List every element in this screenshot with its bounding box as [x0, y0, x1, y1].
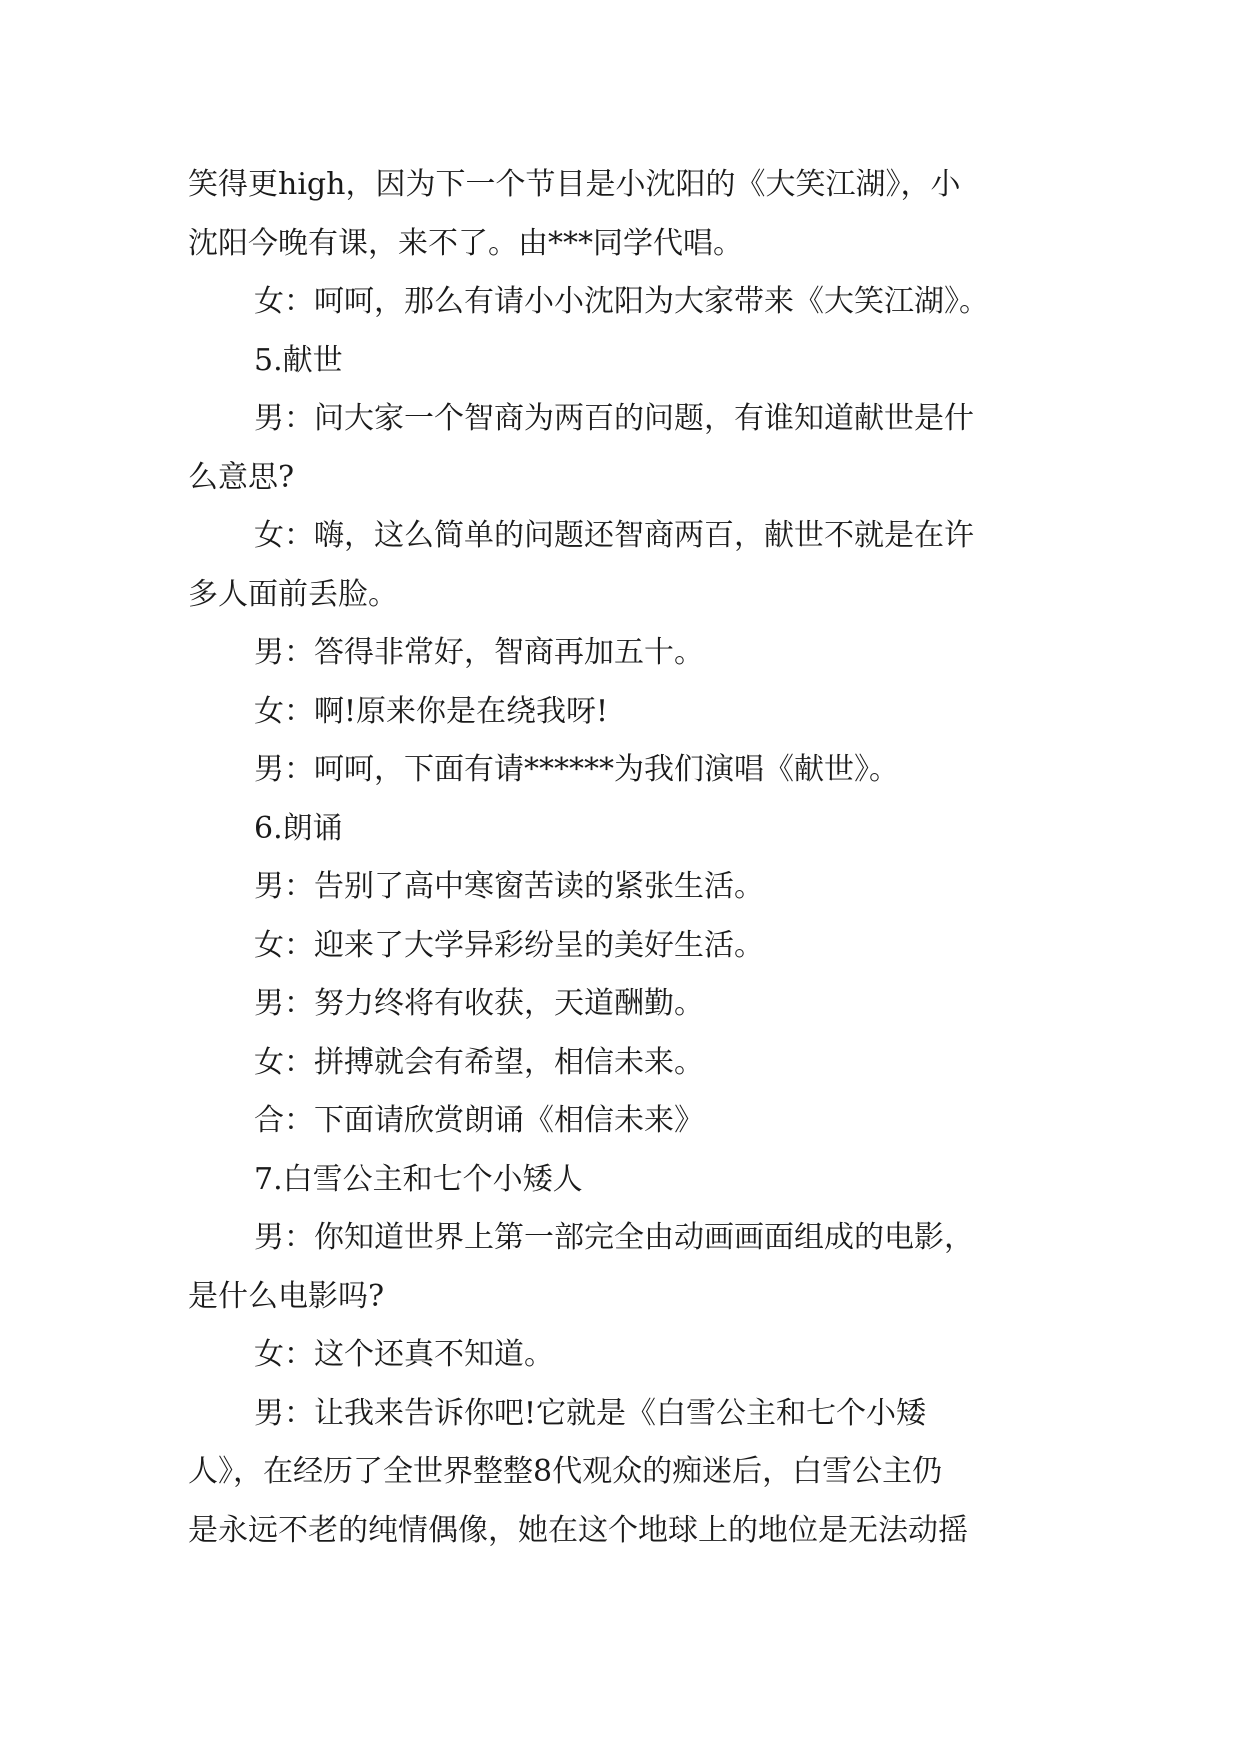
- section-heading-5: 5.献世: [254, 342, 343, 378]
- text-line-2: 沈阳今晚有课，来不了。由***同学代唱。: [188, 225, 743, 261]
- dialogue-line-female: 女：啊!原来你是在绕我呀!: [254, 693, 609, 729]
- dialogue-line-male: 男：努力终将有收获，天道酬勤。: [254, 986, 704, 1021]
- dialogue-line-female: 女：迎来了大学异彩纷呈的美好生活。: [254, 927, 764, 963]
- text-line-continuation: 多人面前丢脸。: [188, 576, 398, 612]
- dialogue-line-male: 男：你知道世界上第一部完全由动画画面组成的电影，: [254, 1220, 974, 1255]
- dialogue-line-female: 女：呵呵，那么有请小小沈阳为大家带来《大笑江湖》。: [254, 284, 989, 319]
- dialogue-line-male: 男：让我来告诉你吧!它就是《白雪公主和七个小矮: [254, 1395, 927, 1431]
- dialogue-line-male: 男：问大家一个智商为两百的问题，有谁知道献世是什: [254, 401, 974, 436]
- section-heading-7: 7.白雪公主和七个小矮人: [254, 1161, 583, 1197]
- dialogue-line-male: 男：呵呵，下面有请******为我们演唱《献世》。: [254, 752, 899, 787]
- dialogue-line-female: 女：这个还真不知道。: [254, 1337, 554, 1372]
- section-heading-6: 6.朗诵: [254, 810, 343, 846]
- text-line-continuation: 是永远不老的纯情偶像，她在这个地球上的地位是无法动摇: [188, 1512, 968, 1548]
- text-line-continuation: 么意思?: [188, 459, 295, 495]
- dialogue-line-female: 女：拼搏就会有希望，相信未来。: [254, 1044, 704, 1080]
- dialogue-line-male: 男：答得非常好，智商再加五十。: [254, 635, 704, 670]
- text-line-continuation: 人》，在经历了全世界整整8代观众的痴迷后，白雪公主仍: [188, 1454, 943, 1489]
- dialogue-line-male: 男：告别了高中寒窗苦读的紧张生活。: [254, 869, 764, 904]
- text-line-continuation: 是什么电影吗?: [188, 1278, 385, 1314]
- dialogue-line-together: 合：下面请欣赏朗诵《相信未来》: [254, 1103, 704, 1138]
- text-line-1: 笑得更high，因为下一个节目是小沈阳的《大笑江湖》，小: [188, 167, 961, 202]
- document-body: [188, 156, 1058, 1560]
- dialogue-line-female: 女：嗨，这么简单的问题还智商两百，献世不就是在许: [254, 518, 974, 553]
